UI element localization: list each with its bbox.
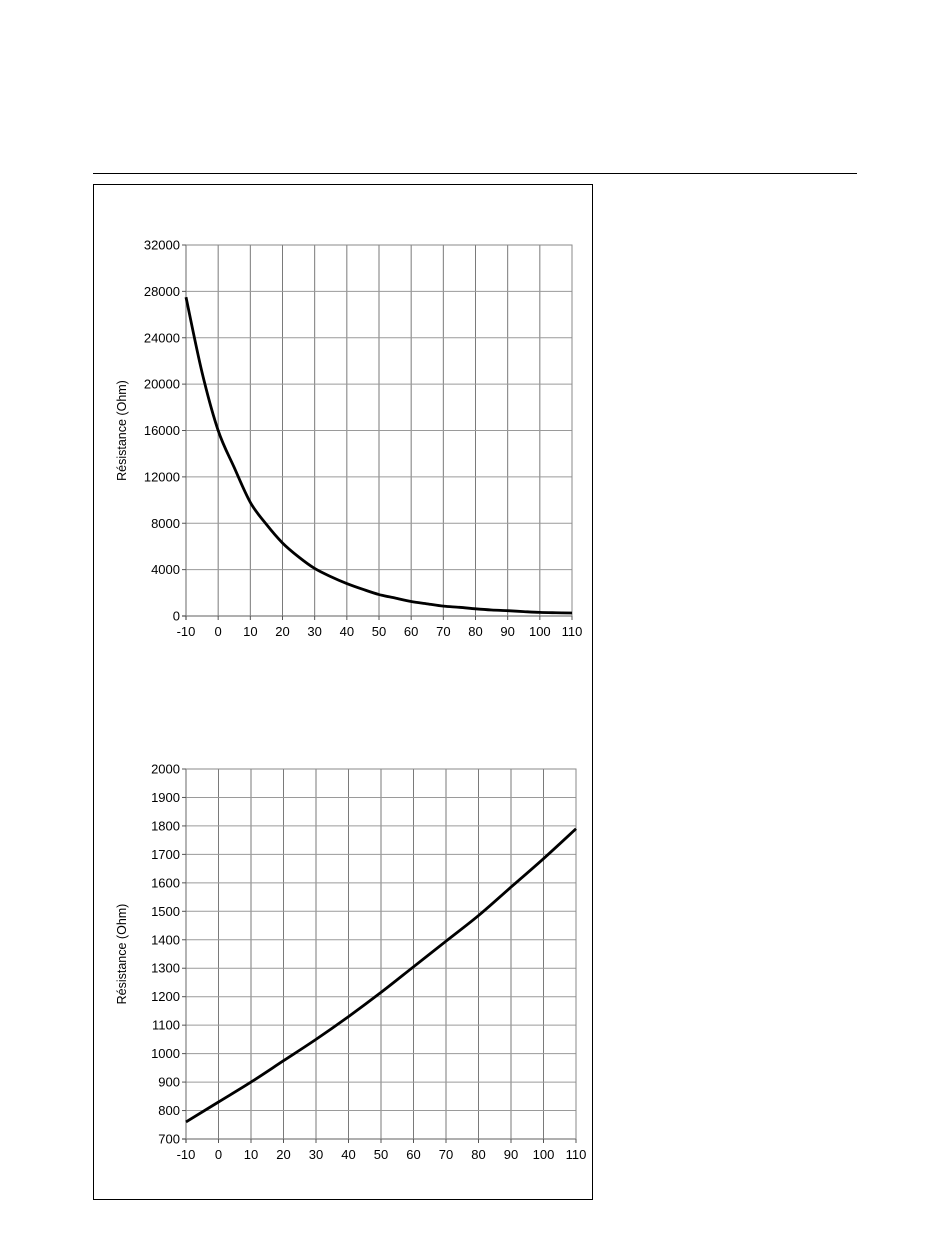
y-tick-label: 700 xyxy=(158,1131,180,1147)
x-tick-label: 10 xyxy=(243,624,258,639)
y-tick-label: 1200 xyxy=(151,989,180,1005)
y-tick-label: 28000 xyxy=(143,283,180,299)
y-axis-label: Résistance (Ohm) xyxy=(115,903,129,1005)
y-tick-label: 8000 xyxy=(151,515,180,531)
y-tick-label: 900 xyxy=(158,1074,180,1090)
x-tick-label: 20 xyxy=(275,624,290,639)
x-tick-label: 90 xyxy=(500,624,515,639)
y-tick-label: 1600 xyxy=(151,875,180,891)
y-tick-label: 1500 xyxy=(151,903,180,919)
x-tick-label: 110 xyxy=(561,624,583,639)
x-tick-label: 110 xyxy=(565,1147,587,1162)
y-tick-label: 1300 xyxy=(151,960,180,976)
x-tick-label: 40 xyxy=(339,624,355,639)
x-tick-label: 60 xyxy=(403,624,419,639)
x-tick-label: 20 xyxy=(276,1147,291,1162)
x-tick-label: -10 xyxy=(176,624,196,639)
y-tick-label: 4000 xyxy=(151,562,180,578)
x-tick-label: 80 xyxy=(471,1147,486,1162)
x-tick-label: 80 xyxy=(468,624,483,639)
y-tick-label: 24000 xyxy=(143,330,180,346)
x-tick-label: 0 xyxy=(214,1147,223,1162)
x-tick-label: 70 xyxy=(436,624,451,639)
x-tick-label: 90 xyxy=(503,1147,519,1162)
x-tick-label: 50 xyxy=(371,624,387,639)
x-tick-label: 100 xyxy=(528,624,551,639)
x-tick-label: 30 xyxy=(307,624,322,639)
y-tick-label: 32000 xyxy=(143,237,180,253)
y-tick-label: 1400 xyxy=(151,932,180,948)
y-tick-label: 12000 xyxy=(143,469,180,485)
y-tick-label: 800 xyxy=(158,1103,180,1119)
y-tick-label: 20000 xyxy=(143,376,180,392)
x-tick-label: -10 xyxy=(176,1147,196,1162)
x-tick-label: 100 xyxy=(532,1147,555,1162)
y-tick-label: 1000 xyxy=(151,1046,180,1062)
x-tick-label: 50 xyxy=(373,1147,389,1162)
y-tick-label: 0 xyxy=(172,608,180,624)
y-axis-label: Résistance (Ohm) xyxy=(115,380,129,481)
y-tick-label: 1700 xyxy=(151,846,180,862)
y-tick-label: 2000 xyxy=(151,761,180,777)
x-tick-label: 0 xyxy=(214,624,222,639)
y-tick-label: 1800 xyxy=(151,818,180,834)
x-tick-label: 70 xyxy=(438,1147,454,1162)
y-tick-label: 1900 xyxy=(151,789,180,805)
y-tick-label: 1100 xyxy=(152,1017,180,1033)
x-tick-label: 60 xyxy=(406,1147,421,1162)
y-tick-label: 16000 xyxy=(143,423,180,438)
x-tick-label: 30 xyxy=(308,1147,324,1162)
x-tick-label: 40 xyxy=(341,1147,356,1162)
x-tick-label: 10 xyxy=(243,1147,259,1162)
